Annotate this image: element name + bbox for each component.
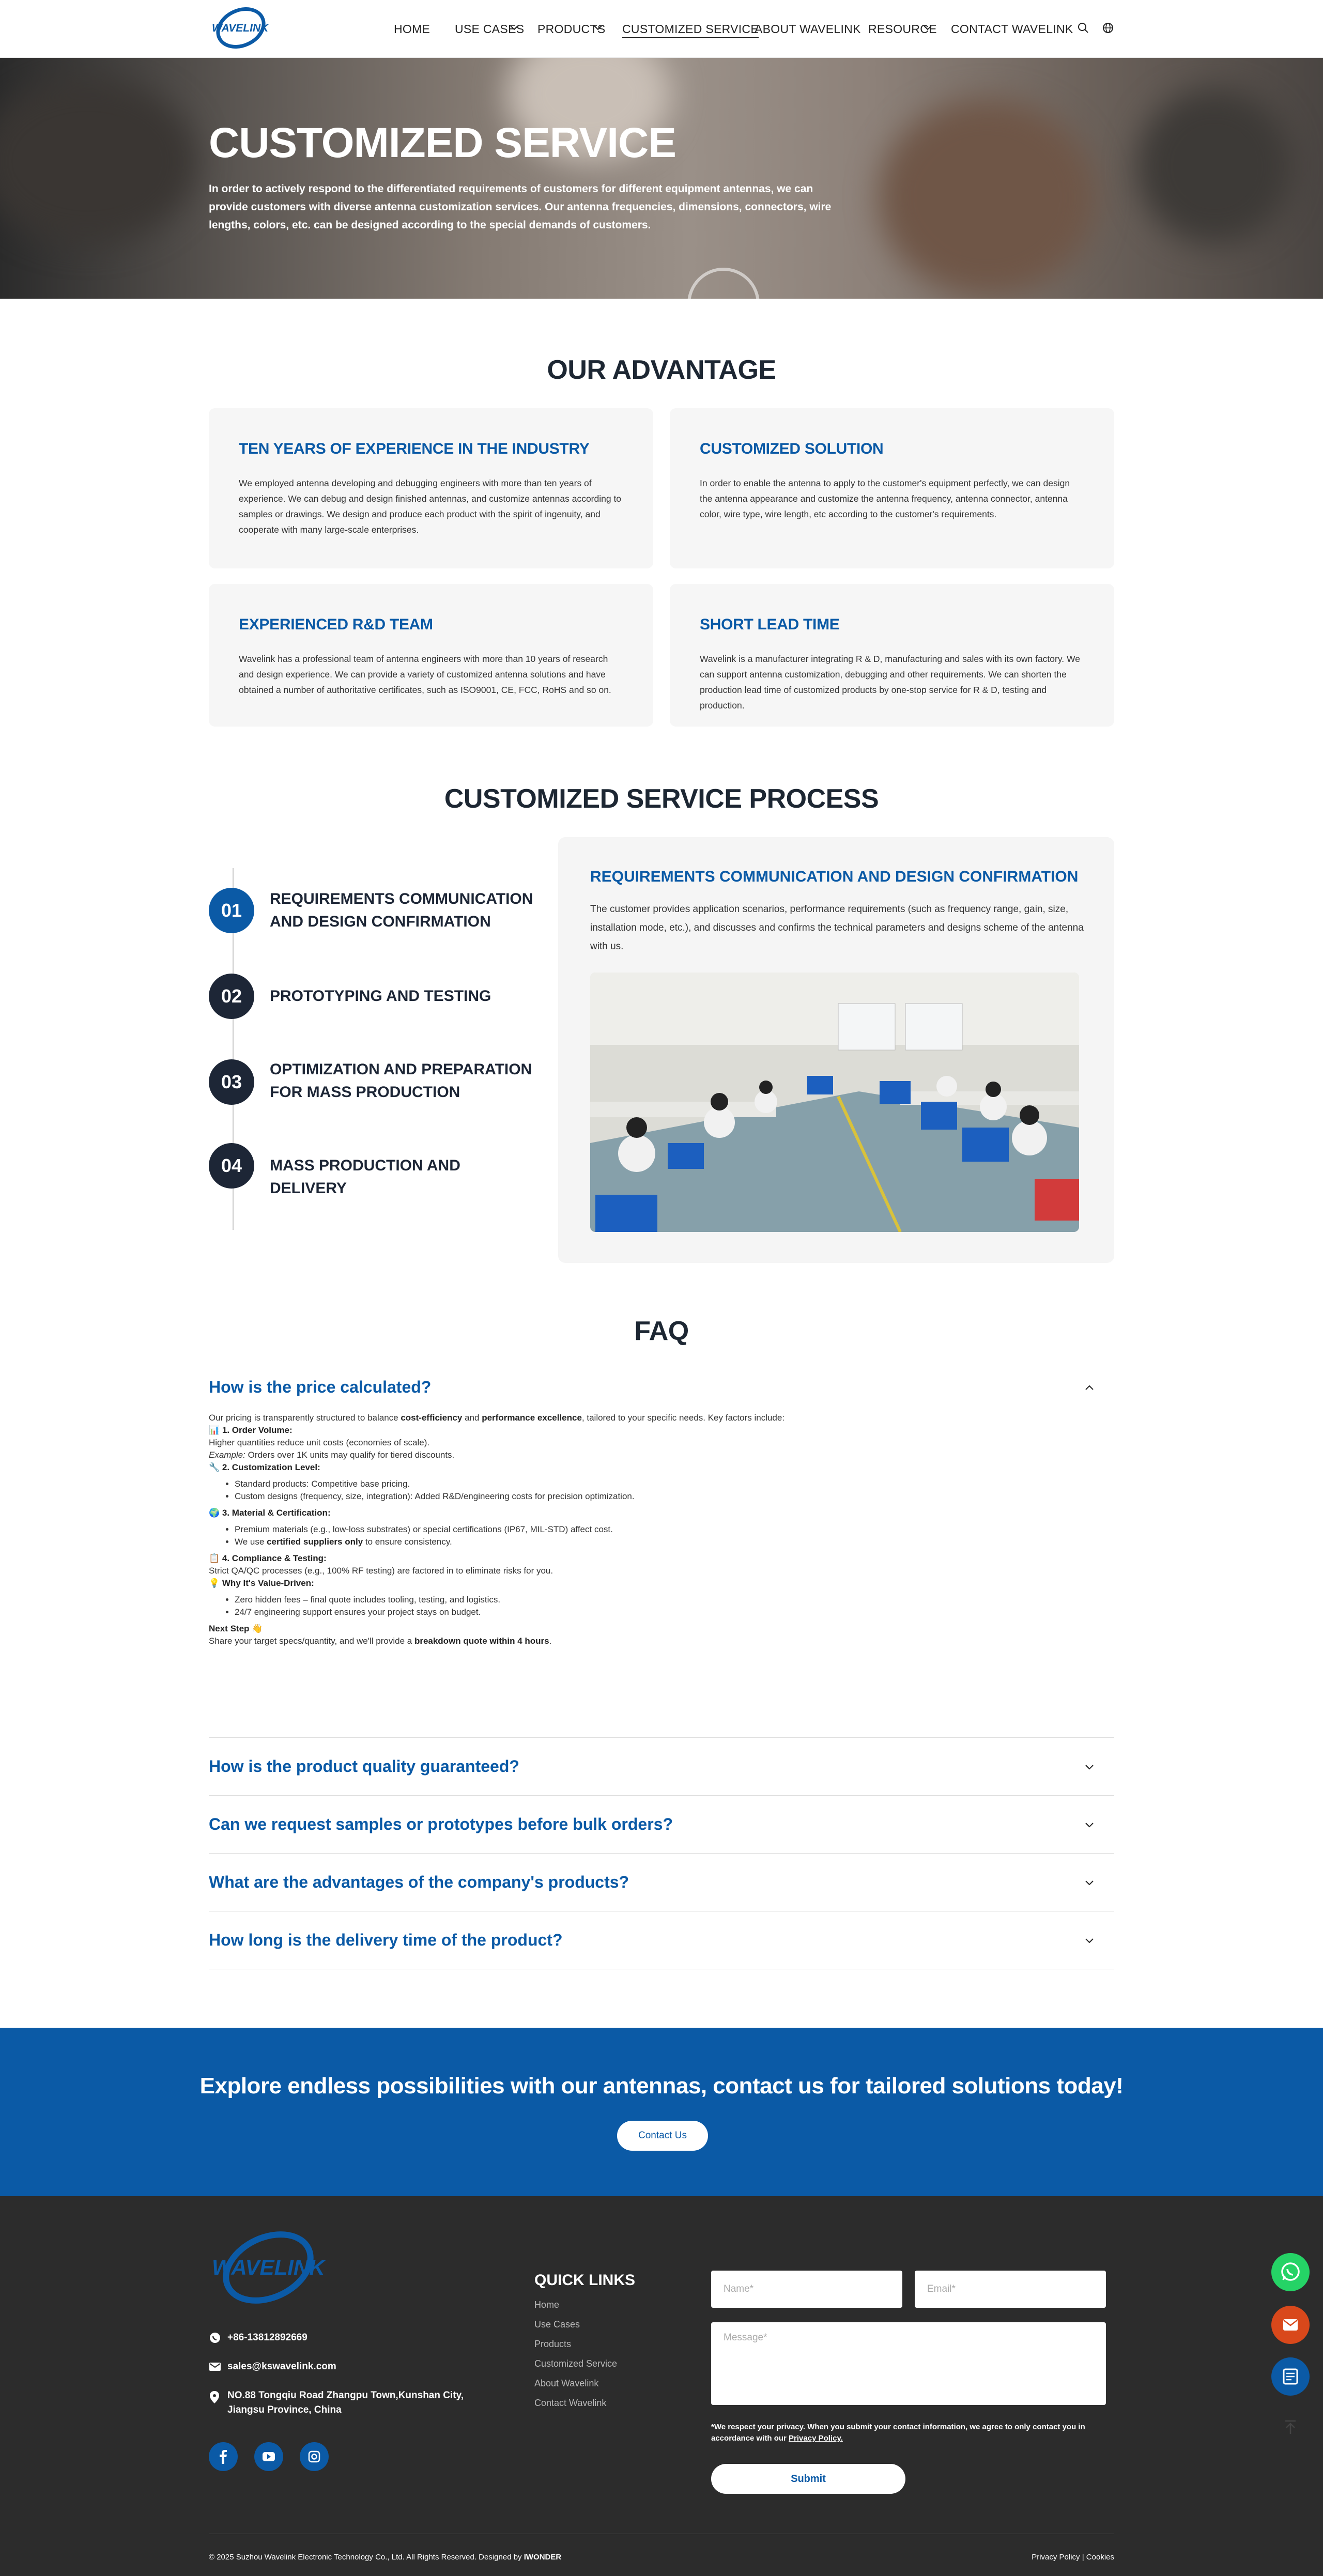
process-detail-text: The customer provides application scenarios, performance requirements (such as frequency range, gain, size, installation mode, etc.), and discusses and confirms the technical parameters and designs scheme of the antenna with us. <box>590 904 1084 952</box>
faq-question[interactable]: Can we request samples or prototypes before bulk orders? <box>209 1815 673 1833</box>
facebook-link[interactable] <box>209 2442 238 2471</box>
faq-title: FAQ <box>634 1316 689 1346</box>
email-icon <box>209 2362 221 2372</box>
answer-text: Strict QA/QC processes (e.g., 100% RF testing) are factored in to eliminate risks for you. <box>209 1566 553 1576</box>
advantage-card-title: EXPERIENCED R&D TEAM <box>239 616 433 633</box>
answer-heading: 📊 1. Order Volume: <box>209 1425 293 1435</box>
email-input[interactable]: Email* <box>915 2271 1106 2308</box>
answer-heading: 🔧 2. Customization Level: <box>209 1462 320 1472</box>
footer-address: NO.88 Tongqiu Road Zhangpu Town,Kunshan City, Jiangsu Province, China <box>227 2390 464 2415</box>
answer-heading: 💡 Why It's Value-Driven: <box>209 1578 314 1588</box>
footer-email[interactable]: sales@kswavelink.com <box>227 2361 336 2372</box>
answer-bold: performance excellence <box>482 1413 582 1423</box>
step-number[interactable]: 01 <box>209 888 254 933</box>
cta-title: Explore endless possibilities with our antennas, contact us for tailored solutions today! <box>199 2073 1124 2099</box>
step-label[interactable]: OPTIMIZATION AND PREPARATION FOR MASS PRODUCTION <box>270 1061 532 1101</box>
logo-text: WAVELINK <box>212 22 269 34</box>
quick-link[interactable]: Home <box>534 2300 560 2310</box>
faq-answer <box>209 1412 1118 1647</box>
chevron-up-icon[interactable] <box>1084 1384 1095 1391</box>
faq-question[interactable]: How is the product quality guaranteed? <box>209 1757 519 1776</box>
step-number[interactable]: 03 <box>209 1059 254 1105</box>
form-float-button[interactable] <box>1271 2357 1310 2396</box>
chevron-down-icon[interactable] <box>1084 1879 1095 1886</box>
privacy-policy-link[interactable]: Privacy Policy <box>1032 2553 1080 2562</box>
answer-list-item: • Standard products: Competitive base pricing. <box>235 1478 1118 1490</box>
answer-text: We use <box>235 1537 267 1547</box>
step-label[interactable]: PROTOTYPING AND TESTING <box>270 988 491 1005</box>
quick-link[interactable]: Use Cases <box>534 2319 580 2330</box>
legal-separator: | <box>1082 2553 1084 2562</box>
advantage-card-text: We employed antenna developing and debugging engineers with more than ten years of experience. We can debug and design finished antennas, and customize antennas according to samples or drawings. We design and produce each product with the spirit of ingenuity, and cooperate with many large-scale enterprises. <box>239 478 622 535</box>
logo-text: WAVELINK <box>212 2255 325 2279</box>
whatsapp-icon <box>1271 2253 1310 2291</box>
advantage-card-text: In order to enable the antenna to apply to the customer's equipment perfectly, we can design the antenna appearance and customize the antenna frequency, antenna connector, antenna color, wire type, wire length, etc according to the customer's requirements. <box>700 478 1070 519</box>
chevron-down-icon[interactable] <box>923 25 932 31</box>
hero-description: In order to actively respond to the differentiated requirements of customers for different equipment antennas, we can provide customers with diverse antenna customization services. Our antenna frequencies, dimensions, connectors, wire lengths, colors, etc. can be designed according to the special demands of customers. <box>209 183 832 231</box>
copyright <box>209 2553 561 2562</box>
privacy-text: *We respect your privacy. When you submit your contact information, we agree to only contact you in accordance with our <box>711 2423 1085 2443</box>
answer-italic: Example: <box>209 1450 245 1460</box>
quick-links-title: QUICK LINKS <box>534 2272 635 2289</box>
advantage-card-title: SHORT LEAD TIME <box>700 616 840 633</box>
chevron-down-icon[interactable] <box>593 25 603 31</box>
youtube-icon <box>254 2442 283 2471</box>
faq-divider <box>209 1737 1114 1738</box>
back-to-top-icon[interactable] <box>1284 2419 1297 2435</box>
whatsapp-icon <box>209 2332 221 2344</box>
answer-text: Orders over 1K units may qualify for tiered discounts. <box>245 1450 455 1460</box>
answer-text: , tailored to your specific needs. Key factors include: <box>581 1413 785 1423</box>
privacy-policy-link[interactable]: Privacy Policy. <box>789 2434 843 2443</box>
quick-link[interactable]: Contact Wavelink <box>534 2398 607 2408</box>
step-number[interactable]: 02 <box>209 974 254 1019</box>
copyright-text: © 2025 Suzhou Wavelink Electronic Technology Co., Ltd. All Rights Reserved. Designed by <box>209 2553 524 2562</box>
message-textarea[interactable]: Message* <box>711 2322 1106 2405</box>
advantage-title: OUR ADVANTAGE <box>547 355 776 385</box>
step-label[interactable]: MASS PRODUCTION AND DELIVERY <box>270 1157 460 1197</box>
youtube-link[interactable] <box>254 2442 283 2471</box>
advantage-card-text: Wavelink has a professional team of antenna engineers with more than 10 years of research and design experience. We can provide a variety of customized antenna solutions and have obtained a number of authoritative certificates, such as ISO9001, CE, FCC, RoHS and so on. <box>239 654 611 695</box>
process-title: CUSTOMIZED SERVICE PROCESS <box>444 784 879 814</box>
chevron-down-icon[interactable] <box>510 25 519 31</box>
chevron-down-icon[interactable] <box>1084 1763 1095 1770</box>
advantage-card <box>670 584 1114 727</box>
page-title: CUSTOMIZED SERVICE <box>209 119 676 166</box>
faq-question-open[interactable]: How is the price calculated? <box>209 1378 432 1396</box>
answer-text: . <box>549 1636 552 1646</box>
nav-home[interactable]: HOME <box>394 22 430 36</box>
designer-link[interactable]: IWONDER <box>524 2553 562 2562</box>
answer-list-item: • Zero hidden fees – final quote includes tooling, testing, and logistics. <box>235 1594 1118 1606</box>
instagram-icon <box>300 2442 329 2471</box>
answer-list-item <box>235 1536 1118 1548</box>
answer-text: Higher quantities reduce unit costs (economies of scale). <box>209 1438 430 1447</box>
nav-customized-service[interactable]: CUSTOMIZED SERVICE <box>622 22 759 38</box>
instagram-link[interactable] <box>300 2442 329 2471</box>
hero-banner <box>0 58 1323 299</box>
answer-text: Our pricing is transparently structured to balance <box>209 1413 401 1423</box>
step-label[interactable]: REQUIREMENTS COMMUNICATION AND DESIGN CONFIRMATION <box>270 890 533 930</box>
answer-bold: certified suppliers only <box>267 1537 363 1547</box>
answer-list-item: • Premium materials (e.g., low-loss substrates) or special certifications (IP67, MIL-STD) affect cost. <box>235 1523 1118 1536</box>
site-footer <box>0 2196 1323 2576</box>
legal-links <box>1032 2553 1114 2562</box>
advantage-card-title: TEN YEARS OF EXPERIENCE IN THE INDUSTRY <box>239 440 590 457</box>
submit-button[interactable]: Submit <box>711 2464 905 2494</box>
answer-list-item: • 24/7 engineering support ensures your project stays on budget. <box>235 1606 1118 1618</box>
hero-decor-ring <box>687 268 760 299</box>
step-number[interactable]: 04 <box>209 1143 254 1189</box>
answer-text: to ensure consistency. <box>363 1537 452 1547</box>
form-icon <box>1271 2357 1310 2396</box>
site-header <box>0 0 1323 58</box>
hero-bg-shape <box>879 99 1096 296</box>
advantage-card <box>670 408 1114 568</box>
wavelink-logo[interactable] <box>209 7 273 49</box>
answer-text: Share your target specs/quantity, and we'll provide a <box>209 1636 414 1646</box>
quick-link[interactable]: Customized Service <box>534 2358 618 2369</box>
location-icon <box>209 2390 220 2404</box>
advantage-card <box>209 584 653 727</box>
advantage-card-text: Wavelink is a manufacturer integrating R & D, manufacturing and sales with its own factory. We can support antenna customization, debugging and other requirements. We can shorten the production lead time of customized products by one-stop service for R & D, testing and production. <box>700 654 1080 711</box>
factory-photo <box>590 973 1079 1232</box>
nav-products[interactable]: PRODUCTS <box>537 22 606 36</box>
nav-contact[interactable]: CONTACT WAVELINK <box>951 22 1073 36</box>
quick-link[interactable]: About Wavelink <box>534 2378 599 2388</box>
answer-heading: Next Step 👋 <box>209 1624 263 1633</box>
whatsapp-float-button[interactable] <box>1271 2253 1310 2291</box>
answer-heading: 📋 4. Compliance & Testing: <box>209 1553 327 1563</box>
email-icon <box>1271 2306 1310 2344</box>
advantage-card-title: CUSTOMIZED SOLUTION <box>700 440 884 457</box>
answer-bold: breakdown quote within 4 hours <box>414 1636 549 1646</box>
faq-divider <box>209 1795 1114 1796</box>
chevron-down-icon[interactable] <box>1084 1937 1095 1944</box>
answer-list-item: • Custom designs (frequency, size, integration): Added R&D/engineering costs for precision optimization. <box>235 1490 1118 1503</box>
process-detail-title: REQUIREMENTS COMMUNICATION AND DESIGN CONFIRMATION <box>590 868 1079 885</box>
hero-bg-shape <box>1137 89 1292 244</box>
privacy-note <box>711 2421 1106 2444</box>
process-detail-card <box>558 837 1114 1263</box>
advantage-card <box>209 408 653 568</box>
answer-bold: cost-efficiency <box>401 1413 463 1423</box>
faq-divider <box>209 1853 1114 1854</box>
contact-us-button[interactable]: Contact Us <box>617 2121 708 2151</box>
nav-resource[interactable]: RESOURCE <box>868 22 937 36</box>
facebook-icon <box>209 2442 238 2471</box>
footer-phone[interactable]: +86-13812892669 <box>227 2332 307 2343</box>
quick-link[interactable]: Products <box>534 2339 572 2349</box>
search-icon[interactable] <box>1077 22 1089 34</box>
hero-bg-shape <box>0 79 196 244</box>
answer-text: and <box>462 1413 482 1423</box>
faq-question[interactable]: How long is the delivery time of the product? <box>209 1931 563 1949</box>
cta-banner <box>0 2028 1323 2196</box>
globe-icon[interactable] <box>1102 22 1114 34</box>
faq-question[interactable]: What are the advantages of the company's products? <box>209 1873 629 1891</box>
name-input[interactable]: Name* <box>711 2271 902 2308</box>
nav-about[interactable]: ABOUT WAVELINK <box>755 22 861 36</box>
chevron-down-icon[interactable] <box>1084 1821 1095 1828</box>
nav-use-cases[interactable]: USE CASES <box>455 22 525 36</box>
cookies-link[interactable]: Cookies <box>1086 2553 1114 2562</box>
email-float-button[interactable] <box>1271 2306 1310 2344</box>
footer-logo[interactable] <box>209 2231 328 2304</box>
answer-heading: 🌍 3. Material & Certification: <box>209 1508 331 1518</box>
